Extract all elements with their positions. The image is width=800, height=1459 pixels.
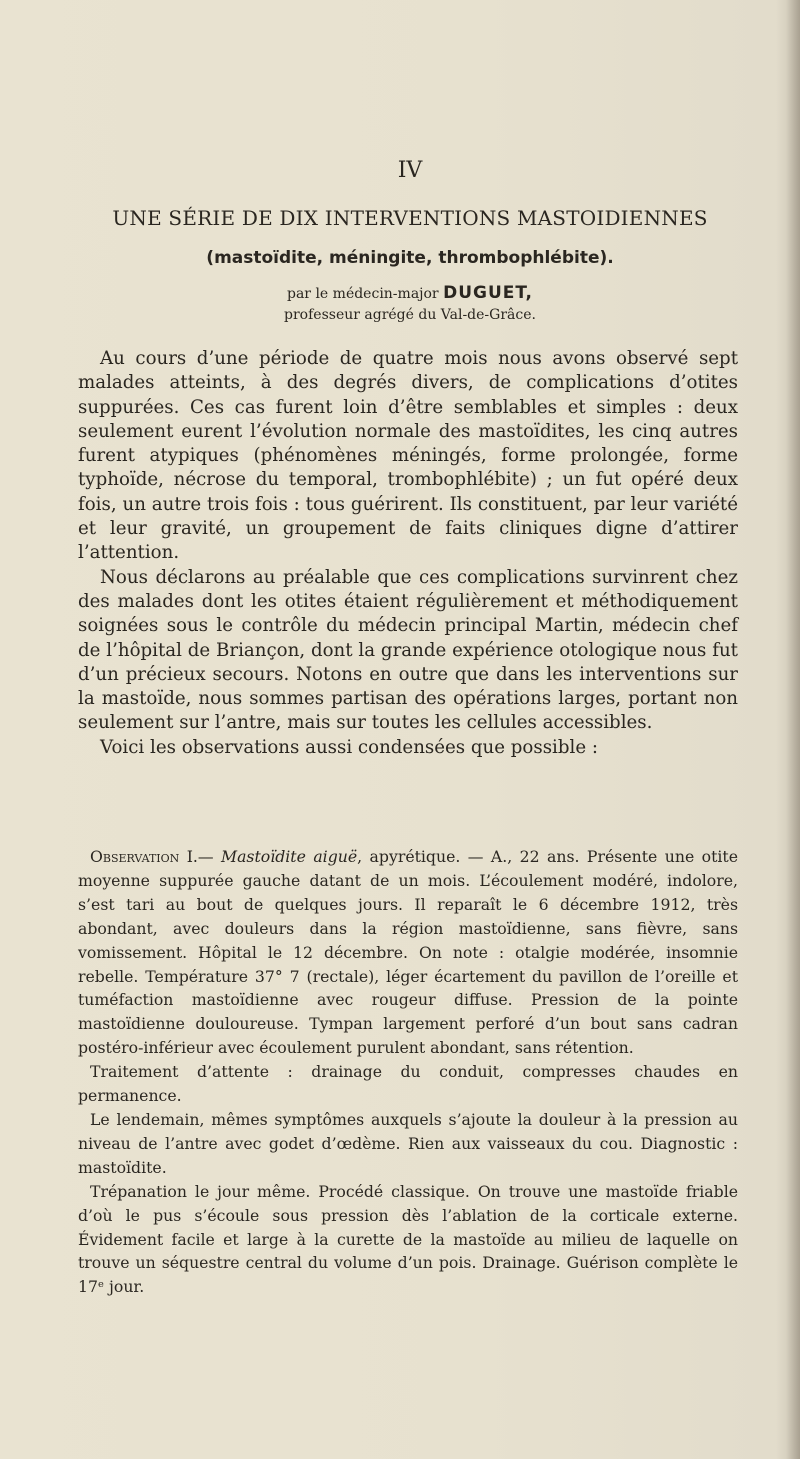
observation-paragraph-4: Trépanation le jour même. Procédé classique. On trouve une mastoïde friable d’où le pus s’écoule sous pression dès l’ablation de la corticale externe. Évidement facile et large à la curette de la mastoïde au milieu de laquelle on trouve un séquestre central du volume d’un pois. Drainage. Guérison complète le 17ᵉ jour.: [78, 1181, 738, 1297]
observation-text: , apyrétique. — A., 22 ans. Présente une otite moyenne suppurée gauche datant de un mois. L’écoulement modéré, indolore, s’est tari au bout de quelques jours. Il reparaît le 6 décembre 1912, très abondant, avec douleurs dans la région mastoïdienne, sans fièvre, sans vomissement. Hôpital le 12 décembre. On note : otalgie modérée, insomnie rebelle. Température 37° 7 (rectale), léger écartement du pavillon de l’oreille et tuméfaction mastoïdienne avec rougeur diffuse. Pression de la pointe mastoïdienne douloureuse. Tympan largement perforé d’un bout sans cadran postéro-inférieur avec écoulement purulent abondant, sans rétention.: [78, 847, 739, 1058]
observation-diagnosis: Mastoïdite aiguë: [221, 847, 358, 866]
observation-paragraph-3: Le lendemain, mêmes symptômes auxquels s’ajoute la douleur à la pression au niveau de l’antre avec godet d’œdème. Rien aux vaisseaux du cou. Diagnostic : mastoïdite.: [78, 1109, 738, 1177]
intro-paragraph-1: Au cours d’une période de quatre mois nous avons observé sept malades atteints, à des degrés divers, de complications d’otites suppurées. Ces cas furent loin d’être semblables et simples : deux seulement eurent l’évolution normale des mastoïdites, les cinq autres furent atypiques (phénomènes méningés, forme prolongée, forme typhoïde, nécrose du temporal, trombophlébite) ; un fut opéré deux fois, un autre trois fois : tous guérirent. Ils constituent, par leur variété et leur gravité, un groupement de faits cliniques digne d’attirer l’attention.: [78, 348, 738, 564]
observation-label: Observation I.: [90, 847, 198, 866]
byline: [70, 283, 750, 303]
article-subtitle: (mastoïdite, méningite, thrombophlébite).: [206, 248, 614, 268]
byline-prefix: par le médecin-major: [287, 286, 439, 302]
observation-paragraph-2: Traitement d’attente : drainage du conduit, compresses chaudes en permanence.: [78, 1062, 738, 1106]
author-affiliation: professeur agrégé du Val-de-Grâce.: [284, 307, 536, 323]
article-title: UNE SÉRIE DE DIX INTERVENTIONS MASTOIDIENNES: [112, 206, 708, 230]
observation-dash: —: [197, 847, 222, 866]
intro-paragraph-3: Voici les observations aussi condensées que possible :: [100, 736, 598, 758]
page-edge-shadow: [786, 0, 800, 1459]
author-name: DUGUET,: [443, 283, 533, 303]
introduction: [78, 347, 738, 760]
observation-paragraph-1: [78, 845, 738, 1060]
intro-paragraph-2: Nous déclarons au préalable que ces complications survinrent chez des malades dont les otites étaient régulièrement et méthodiquement soignées sous le contrôle du médecin principal Martin, médecin chef de l’hôpital de Briançon, dont la grande expérience otologique nous fut d’un précieux secours. Notons en outre que dans les interventions sur la mastoïde, nous sommes partisan des opérations larges, portant non seulement sur l’antre, mais sur toutes les cellules accessibles.: [78, 566, 738, 734]
chapter-number: IV: [397, 158, 423, 183]
observation-section: [78, 845, 738, 1299]
